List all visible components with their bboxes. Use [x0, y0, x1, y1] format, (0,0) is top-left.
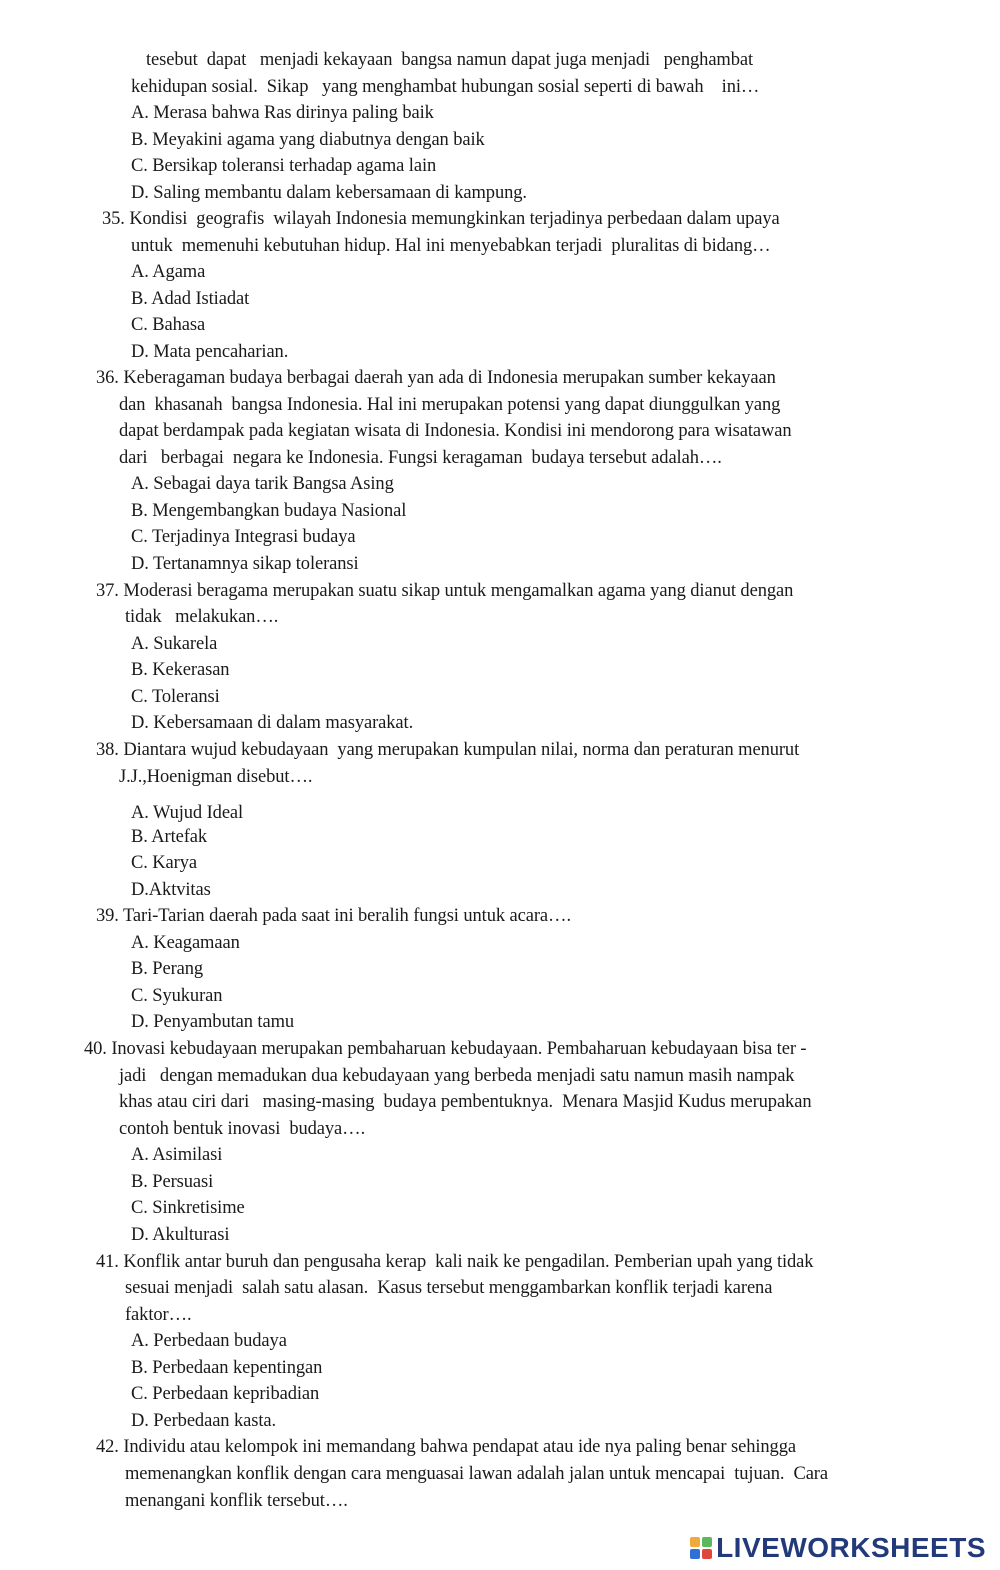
option-a: A. Wujud Ideal: [131, 803, 244, 823]
question-35: 35. Kondisi geografis wilayah Indonesia memungkinkan terjadinya perbedaan dalam upaya: [102, 209, 780, 229]
option-b: B. Persuasi: [131, 1172, 214, 1192]
option-d: D.Aktvitas: [131, 880, 211, 900]
option-b: B. Mengembangkan budaya Nasional: [131, 501, 407, 521]
question-42-cont: memenangkan konflik dengan cara menguasai lawan adalah jalan untuk mencapai tujuan. Cara: [125, 1464, 828, 1484]
question-36-cont: dapat berdampak pada kegiatan wisata di Indonesia. Kondisi ini mendorong para wisatawan: [119, 421, 792, 441]
question-37: 37. Moderasi beragama merupakan suatu sikap untuk mengamalkan agama yang dianut dengan: [96, 581, 794, 601]
option-c: C. Syukuran: [131, 986, 223, 1006]
logo-square: [690, 1537, 700, 1547]
logo-square: [702, 1549, 712, 1559]
option-a: A. Sebagai daya tarik Bangsa Asing: [131, 474, 394, 494]
option-a: A. Keagamaan: [131, 933, 240, 953]
question-38: 38. Diantara wujud kebudayaan yang merupakan kumpulan nilai, norma dan peraturan menurut: [96, 740, 800, 760]
option-c: C. Perbedaan kepribadian: [131, 1384, 320, 1404]
question-41: 41. Konflik antar buruh dan pengusaha kerap kali naik ke pengadilan. Pemberian upah yang tidak: [96, 1252, 814, 1272]
option-c: C. Bahasa: [131, 315, 206, 335]
question-37-cont: tidak melakukan….: [125, 607, 279, 627]
option-b: B. Perang: [131, 959, 204, 979]
option-a: A. Sukarela: [131, 634, 218, 654]
option-d: D. Tertanamnya sikap toleransi: [131, 554, 359, 574]
option-a: A. Asimilasi: [131, 1145, 223, 1165]
option-d: D. Penyambutan tamu: [131, 1012, 295, 1032]
question-36: 36. Keberagaman budaya berbagai daerah yan ada di Indonesia merupakan sumber kekayaan: [96, 368, 776, 388]
option-b: B. Meyakini agama yang diabutnya dengan baik: [131, 130, 485, 150]
option-b: B. Perbedaan kepentingan: [131, 1358, 323, 1378]
option-b: B. Adad Istiadat: [131, 289, 250, 309]
question-40: 40. Inovasi kebudayaan merupakan pembaharuan kebudayaan. Pembaharuan kebudayaan bisa ter -: [84, 1039, 807, 1059]
option-b: B. Kekerasan: [131, 660, 230, 680]
option-c: C. Sinkretisime: [131, 1198, 245, 1218]
question-40-cont: khas atau ciri dari masing-masing budaya pembentuknya. Menara Masjid Kudus merupakan: [119, 1092, 812, 1112]
option-a: A. Perbedaan budaya: [131, 1331, 287, 1351]
question-42: 42. Individu atau kelompok ini memandang bahwa pendapat atau ide nya paling benar sehingga: [96, 1437, 796, 1457]
logo-square: [690, 1549, 700, 1559]
option-d: D. Mata pencaharian.: [131, 342, 289, 362]
option-c: C. Bersikap toleransi terhadap agama lain: [131, 156, 437, 176]
question-35-cont: untuk memenuhi kebutuhan hidup. Hal ini menyebabkan terjadi pluralitas di bidang…: [131, 236, 771, 256]
text-line: kehidupan sosial. Sikap yang menghambat hubungan sosial seperti di bawah ini…: [131, 77, 760, 97]
logo-grid-icon: [690, 1537, 712, 1559]
question-40-cont: contoh bentuk inovasi budaya….: [119, 1119, 366, 1139]
question-38-cont: J.J.,Hoenigman disebut….: [119, 767, 313, 787]
option-d: D. Saling membantu dalam kebersamaan di kampung.: [131, 183, 527, 203]
question-36-cont: dan khasanah bangsa Indonesia. Hal ini merupakan potensi yang dapat diunggulkan yang: [119, 395, 781, 415]
question-39: 39. Tari-Tarian daerah pada saat ini beralih fungsi untuk acara….: [96, 906, 571, 926]
question-42-cont: menangani konflik tersebut….: [125, 1491, 348, 1511]
option-a: A. Merasa bahwa Ras dirinya paling baik: [131, 103, 434, 123]
liveworksheets-logo: [690, 1530, 986, 1566]
logo-square: [702, 1537, 712, 1547]
text-line: tesebut dapat menjadi kekayaan bangsa namun dapat juga menjadi penghambat: [146, 50, 754, 70]
option-d: D. Perbedaan kasta.: [131, 1411, 277, 1431]
question-41-cont: faktor….: [125, 1305, 192, 1325]
option-c: C. Terjadinya Integrasi budaya: [131, 527, 356, 547]
option-d: D. Akulturasi: [131, 1225, 230, 1245]
option-c: C. Karya: [131, 853, 197, 873]
option-a: A. Agama: [131, 262, 206, 282]
option-b: B. Artefak: [131, 827, 208, 847]
question-40-cont: jadi dengan memadukan dua kebudayaan yang berbeda menjadi satu namun masih nampak: [119, 1066, 795, 1086]
question-36-cont: dari berbagai negara ke Indonesia. Fungsi keragaman budaya tersebut adalah….: [119, 448, 722, 468]
option-d: D. Kebersamaan di dalam masyarakat.: [131, 713, 414, 733]
option-c: C. Toleransi: [131, 687, 220, 707]
logo-text: LIVEWORKSHEETS: [716, 1532, 986, 1563]
question-41-cont: sesuai menjadi salah satu alasan. Kasus tersebut menggambarkan konflik terjadi karena: [125, 1278, 773, 1298]
